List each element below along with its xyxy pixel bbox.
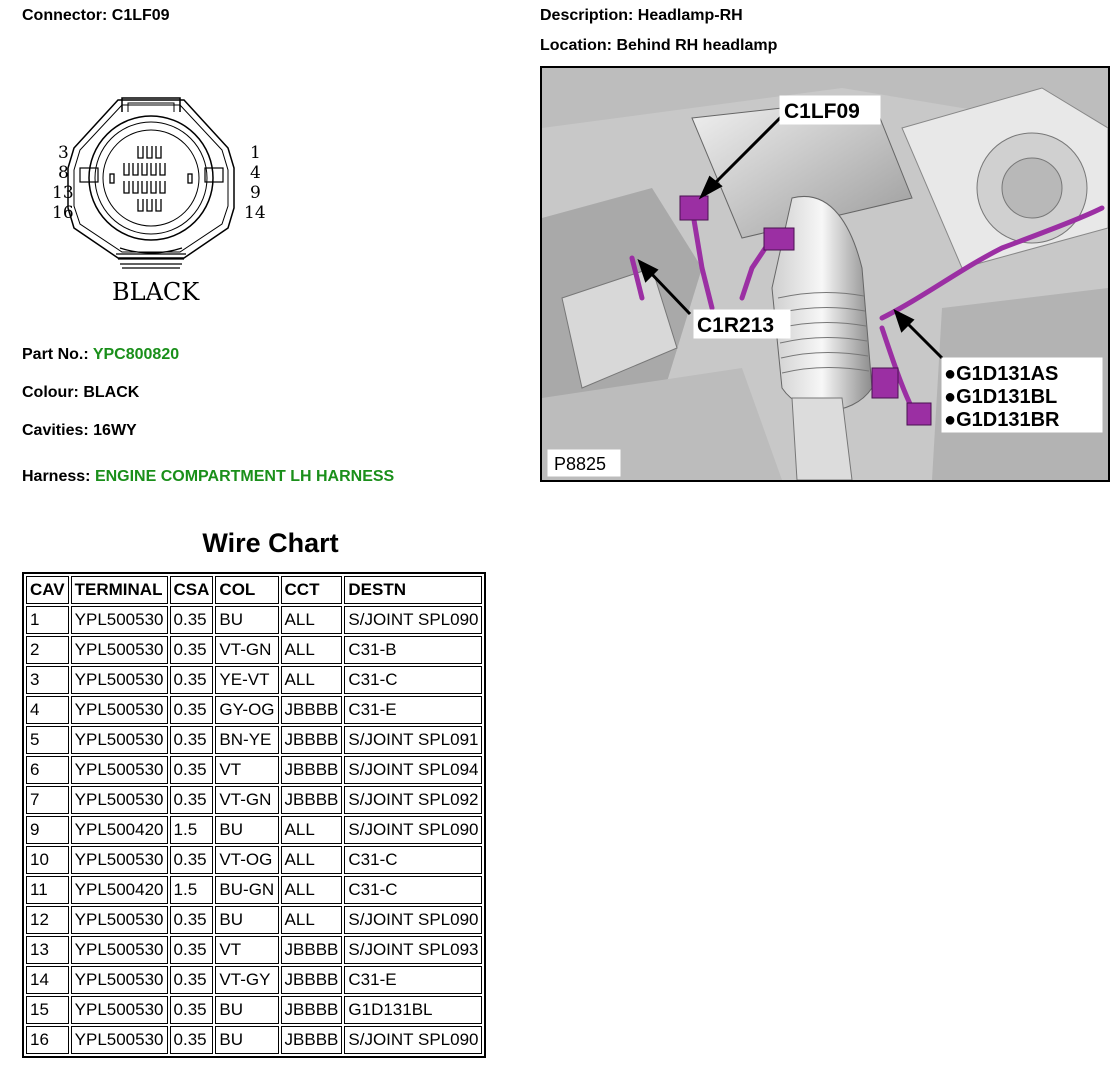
wire-chart-table [22,572,486,1058]
table-row [26,876,482,904]
table-cell-terminal: YPL500530 [71,696,168,724]
table-row [26,846,482,874]
colour-field [22,384,139,402]
table-cell-destn: S/JOINT SPL093 [344,936,482,964]
connector-color-label: BLACK [112,278,200,306]
harness-field [22,468,394,486]
table-cell-cav: 4 [26,696,69,724]
table-cell-csa: 0.35 [170,726,214,754]
table-cell-cct: ALL [281,876,343,904]
table-cell-destn: S/JOINT SPL092 [344,786,482,814]
figure-id: P8825 [554,454,607,474]
location-label: Location: [540,37,612,54]
table-cell-destn: S/JOINT SPL090 [344,1026,482,1054]
table-row [26,786,482,814]
table-cell-destn: C31-C [344,846,482,874]
pin-label-right: 14 [244,203,266,223]
column-header-col: COL [215,576,278,604]
table-cell-csa: 0.35 [170,936,214,964]
table-cell-cav: 11 [26,876,69,904]
cavities-label: Cavities: [22,422,89,439]
table-cell-col: VT-GN [215,786,278,814]
table-cell-terminal: YPL500530 [71,666,168,694]
table-cell-col: VT [215,936,278,964]
table-cell-csa: 0.35 [170,606,214,634]
description-field [540,7,743,25]
table-row [26,1026,482,1054]
part-no-label: Part No.: [22,346,89,363]
table-cell-destn: S/JOINT SPL090 [344,606,482,634]
table-cell-col: VT-GN [215,636,278,664]
location-field [540,37,777,55]
connector-value: C1LF09 [111,7,170,24]
table-row [26,906,482,934]
table-cell-csa: 0.35 [170,786,214,814]
table-cell-cav: 2 [26,636,69,664]
table-cell-col: BU [215,816,278,844]
table-cell-terminal: YPL500530 [71,756,168,784]
table-header-row [26,576,482,604]
table-cell-col: GY-OG [215,696,278,724]
wire-chart-title: Wire Chart [202,528,339,558]
table-cell-cct: JBBBB [281,996,343,1024]
table-cell-terminal: YPL500530 [71,636,168,664]
table-row [26,726,482,754]
pin-label-right: 9 [250,183,261,203]
pin-label-left: 8 [58,163,69,183]
table-cell-cct: ALL [281,606,343,634]
table-cell-csa: 0.35 [170,906,214,934]
description-value: Headlamp-RH [637,7,743,24]
cavities-value: 16WY [93,422,137,439]
callout-connector: C1LF09 [784,100,860,123]
table-cell-cct: JBBBB [281,936,343,964]
table-cell-cav: 10 [26,846,69,874]
table-cell-cct: JBBBB [281,726,343,754]
colour-label: Colour: [22,384,79,401]
table-cell-cav: 12 [26,906,69,934]
pin-label-right: 4 [250,163,261,183]
table-cell-col: BU [215,906,278,934]
table-cell-cct: ALL [281,816,343,844]
table-cell-cav: 7 [26,786,69,814]
table-cell-csa: 0.35 [170,1026,214,1054]
table-cell-destn: C31-E [344,966,482,994]
table-cell-col: VT-OG [215,846,278,874]
callout-c1r213: C1R213 [697,314,775,337]
table-cell-csa: 0.35 [170,966,214,994]
table-cell-terminal: YPL500530 [71,846,168,874]
table-cell-csa: 0.35 [170,696,214,724]
table-cell-cct: ALL [281,636,343,664]
description-label: Description: [540,7,634,24]
pin-label-left: 13 [52,183,74,203]
table-cell-destn: G1D131BL [344,996,482,1024]
pin-label-left: 16 [52,203,74,223]
table-cell-cct: ALL [281,906,343,934]
table-cell-csa: 1.5 [170,816,214,844]
column-header-cav: CAV [26,576,69,604]
part-no-value: YPC800820 [92,346,180,363]
table-cell-cct: ALL [281,666,343,694]
table-row [26,756,482,784]
table-cell-cav: 6 [26,756,69,784]
table-cell-cav: 16 [26,1026,69,1054]
table-cell-destn: S/JOINT SPL090 [344,906,482,934]
table-cell-cct: JBBBB [281,696,343,724]
table-cell-cav: 1 [26,606,69,634]
table-cell-destn: C31-E [344,696,482,724]
table-cell-cav: 3 [26,666,69,694]
connector-label: Connector: [22,7,108,24]
table-cell-csa: 0.35 [170,666,214,694]
table-cell-cav: 15 [26,996,69,1024]
pin-label-left: 3 [58,143,69,163]
table-cell-destn: S/JOINT SPL094 [344,756,482,784]
table-cell-col: BU [215,1026,278,1054]
column-header-cct: CCT [281,576,343,604]
table-cell-terminal: YPL500530 [71,906,168,934]
table-cell-cav: 13 [26,936,69,964]
table-row [26,696,482,724]
table-cell-csa: 0.35 [170,756,214,784]
table-cell-terminal: YPL500530 [71,606,168,634]
column-header-csa: CSA [170,576,214,604]
table-cell-col: YE-VT [215,666,278,694]
callout-ground: ●G1D131BL [944,386,1058,408]
colour-value: BLACK [83,384,140,401]
part-no-field [22,346,179,364]
table-cell-cct: ALL [281,846,343,874]
table-cell-terminal: YPL500420 [71,876,168,904]
table-cell-terminal: YPL500530 [71,936,168,964]
table-cell-cav: 5 [26,726,69,754]
table-cell-csa: 0.35 [170,636,214,664]
column-header-terminal: TERMINAL [71,576,168,604]
table-row [26,636,482,664]
location-illustration [540,66,1110,482]
table-cell-col: BU [215,996,278,1024]
table-cell-destn: C31-C [344,666,482,694]
table-row [26,666,482,694]
pin-label-right: 1 [250,143,261,163]
table-cell-terminal: YPL500530 [71,996,168,1024]
callout-ground: ●G1D131AS [944,363,1059,385]
table-cell-terminal: YPL500530 [71,726,168,754]
table-cell-col: BU-GN [215,876,278,904]
table-row [26,936,482,964]
table-cell-col: BU [215,606,278,634]
location-value: Behind RH headlamp [616,37,778,54]
callout-ground: ●G1D131BR [944,409,1060,431]
table-cell-csa: 0.35 [170,996,214,1024]
table-cell-csa: 1.5 [170,876,214,904]
connector-field [22,7,170,25]
table-row [26,606,482,634]
table-cell-destn: C31-B [344,636,482,664]
table-row [26,996,482,1024]
table-cell-cav: 9 [26,816,69,844]
table-cell-csa: 0.35 [170,846,214,874]
table-cell-terminal: YPL500530 [71,966,168,994]
table-cell-destn: S/JOINT SPL090 [344,816,482,844]
harness-label: Harness: [22,468,91,485]
table-cell-cct: JBBBB [281,786,343,814]
table-cell-col: VT [215,756,278,784]
table-cell-cct: JBBBB [281,756,343,784]
table-cell-col: VT-GY [215,966,278,994]
table-row [26,966,482,994]
table-cell-cav: 14 [26,966,69,994]
column-header-destn: DESTN [344,576,482,604]
table-cell-destn: S/JOINT SPL091 [344,726,482,754]
table-row [26,816,482,844]
cavities-field [22,422,137,440]
table-cell-terminal: YPL500530 [71,1026,168,1054]
table-cell-terminal: YPL500420 [71,816,168,844]
table-cell-cct: JBBBB [281,966,343,994]
table-cell-destn: C31-C [344,876,482,904]
harness-value: ENGINE COMPARTMENT LH HARNESS [94,468,395,485]
table-cell-cct: JBBBB [281,1026,343,1054]
table-cell-terminal: YPL500530 [71,786,168,814]
connector-face-diagram [50,90,280,310]
table-cell-col: BN-YE [215,726,278,754]
